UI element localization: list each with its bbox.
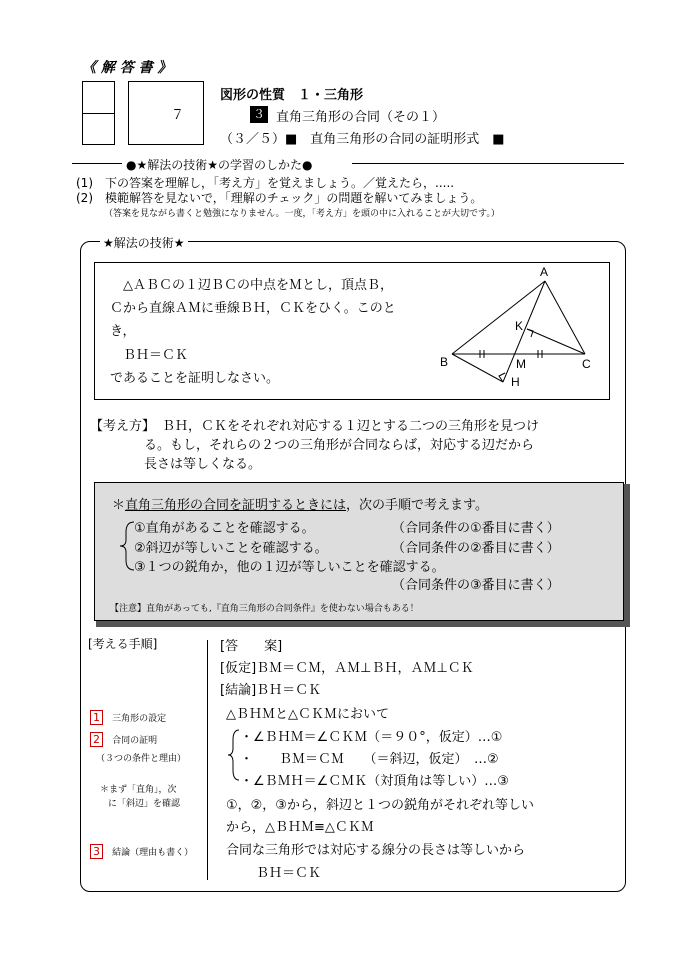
unit-title: 図形の性質 １・三角形 — [220, 88, 364, 103]
right-angle-K — [527, 329, 533, 337]
section-title: 直角三角形の合同（その１） — [276, 110, 446, 125]
study-heading: ●★解法の技術★の学習のしかた● — [126, 158, 313, 172]
kangaekata-line-3: 長さは等しくなる。 — [144, 457, 262, 472]
step-label-3: 結論（理由も書く） — [112, 848, 194, 858]
kangaekata-line-2: る。もし，それらの２つの三角形が合同ならば，対応する辺だから — [144, 438, 535, 453]
step-row-2 — [90, 728, 157, 747]
step-1-note: （合同条件の①番目に書く） — [392, 521, 560, 536]
caution-note: 【注意】直角があっても,『直角三角形の合同条件』を使わない場合もある！ — [110, 604, 419, 614]
divider — [352, 163, 624, 164]
step-number-1: 1 — [90, 710, 103, 725]
step-3-note: （合同条件の③番目に書く） — [392, 578, 560, 593]
column-divider — [207, 640, 208, 880]
side-AC — [545, 281, 585, 354]
triangle-figure — [430, 262, 608, 398]
sheet-title: 《 解 答 書 》 — [82, 60, 172, 76]
side-AB — [452, 281, 545, 354]
answer-p3: から，△ＢＨＭ≡△ＣＫＭ — [226, 820, 374, 835]
step-label-1: 三角形の設定 — [112, 714, 167, 724]
hint-line-1: ＊まず「直角」，次 — [100, 785, 177, 795]
number-digit: ７ — [171, 108, 185, 123]
answer-c2: ・ ＢＭ＝ＣＭ （＝斜辺，仮定） …② — [240, 752, 499, 767]
left-heading: [考える手順] — [88, 637, 158, 651]
label-B: B — [440, 355, 449, 369]
answer-p5: ＢＨ＝ＣＫ — [256, 866, 322, 881]
technique-label: ★解法の技術★ — [100, 234, 188, 251]
kangaekata-line-1: ＢＨ，ＣＫをそれぞれ対応する１辺とする二つの三角形を見つけ — [162, 419, 540, 434]
step-2-note: （合同条件の②番目に書く） — [392, 541, 560, 556]
section-number: ３ — [250, 106, 268, 123]
problem-line-5: であることを証明しなさい。 — [110, 371, 280, 386]
answer-assume: [仮定]ＢＭ＝ＣＭ，ＡＭ⊥ＢＨ，ＡＭ⊥ＣＫ — [220, 661, 474, 676]
procedure-lead — [112, 494, 488, 513]
answer-conclude: [結論]ＢＨ＝ＣＫ — [220, 683, 322, 698]
number-box-right — [128, 81, 204, 145]
problem-line-3: き， — [110, 324, 136, 339]
hint-line-2: に「斜辺」を確認 — [108, 799, 181, 809]
step-number-3: 3 — [90, 844, 103, 859]
lead-underlined: 直角三角形の合同を証明するときには — [125, 498, 347, 513]
answer-p2: ①，②，③から，斜辺と１つの鋭角がそれぞれ等しい — [226, 798, 534, 813]
answer-p4: 合同な三角形では対応する線分の長さは等しいから — [226, 843, 526, 858]
label-C: C — [582, 357, 591, 371]
step-2: ②斜辺が等しいことを確認する。 — [134, 541, 328, 556]
problem-line-4: ＢＨ＝ＣＫ — [110, 348, 189, 363]
lead-mark: ＊ — [112, 498, 126, 513]
step-label-2: 合同の証明 — [112, 736, 158, 746]
lead-rest: ，次の手順で考えます。 — [346, 498, 488, 513]
step-sub-2: （３つの条件と理由） — [96, 754, 187, 764]
label-M: M — [516, 357, 526, 371]
answer-heading: [答 案] — [220, 639, 283, 654]
kangaekata-label: 【考え方】 — [90, 419, 156, 434]
part-line: （３／５）■ 直角三角形の合同の証明形式 ■ — [220, 132, 505, 147]
label-K: K — [515, 319, 524, 333]
step-row-1 — [90, 706, 166, 725]
step-1: ①直角があることを確認する。 — [134, 521, 315, 536]
answer-c1: ・∠ＢＨＭ＝∠ＣＫＭ（＝９０°，仮定）…① — [240, 730, 503, 745]
study-line-2: (2) 模範解答を見ないで，「理解のチェック」の問題を解いてみましょう。 — [76, 191, 483, 205]
step-number-2: 2 — [90, 732, 103, 747]
problem-line-1: △ＡＢＣの１辺ＢＣの中点をＭとし，頂点Ｂ， — [110, 278, 393, 293]
study-line-1: (1) 下の答案を理解し，「考え方」を覚えましょう。／覚えたら，..... — [76, 176, 455, 190]
label-H: H — [511, 375, 520, 389]
perpendicular-BH — [452, 354, 503, 382]
answer-p1: △ＢＨＭと△ＣＫＭにおいて — [226, 707, 389, 722]
label-A: A — [540, 265, 549, 279]
answer-c3: ・∠ＢＭＨ＝∠ＣＭＫ（対頂角は等しい）…③ — [240, 774, 509, 789]
study-note: （答案を見ながら書くと勉強になりません。一度，「考え方」を頭の中に入れることが大切です。） — [104, 209, 500, 219]
problem-line-2: Ｃから直線ＡＭに垂線ＢＨ，ＣＫをひく。このと — [110, 301, 396, 316]
perpendicular-CK — [527, 329, 585, 354]
step-row-3 — [90, 840, 193, 859]
number-box-left — [82, 81, 115, 145]
step-3: ③１つの鋭角か，他の１辺が等しいことを確認する。 — [134, 560, 445, 575]
divider — [72, 163, 122, 164]
